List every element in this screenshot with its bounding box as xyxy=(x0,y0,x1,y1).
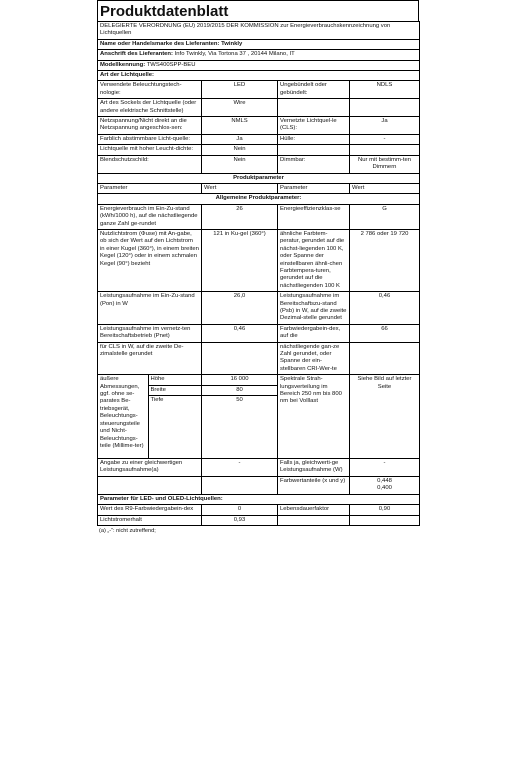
param-label: ähnliche Farbtem-peratur, gerundet auf die nächst-liegenden 100 K, oder Spanne der einstellbaren ähnli-chen Farbtempera-turen, gerundet auf die nächstliegenden 100 K xyxy=(278,229,350,291)
dimensions-values-cell xyxy=(202,375,278,459)
general-row xyxy=(98,324,420,342)
model-row xyxy=(98,60,420,70)
param-label: Leistungsaufnahme im Bereitschaftszu-stand (Psb) in W, auf die zweite Dezimal-stelle gerundet xyxy=(278,292,350,325)
datasheet-table xyxy=(97,21,420,526)
section-led-parameters: Parameter für LED- und OLED-Lichtquellen: xyxy=(98,494,420,504)
column-header: Parameter xyxy=(98,183,202,193)
param-label: Ungebündelt oder gebündelt: xyxy=(278,81,350,99)
dimension-name: Höhe xyxy=(148,375,201,385)
type-row xyxy=(98,145,420,155)
type-row xyxy=(98,81,420,99)
param-label: Angabe zu einer gleichwertigen Leistungsaufnahme(a) xyxy=(98,459,202,477)
column-header: Wert xyxy=(350,183,420,193)
type-row xyxy=(98,117,420,135)
page-title: Produktdatenblatt xyxy=(97,0,419,21)
led-row xyxy=(98,505,420,515)
param-value: 0,448 0,400 xyxy=(350,476,420,494)
param-value: 0,46 xyxy=(202,324,278,342)
param-value: 26 xyxy=(202,204,278,229)
param-label: Energieverbrauch im Ein-Zu-stand (kWh/1000 h), auf die nächstliegende ganze Zahl ge-rundet xyxy=(98,204,202,229)
param-value xyxy=(350,99,420,117)
supplier-address-label: Anschrift des Lieferanten: xyxy=(100,51,173,58)
param-value: NMLS xyxy=(202,117,278,135)
param-label: Lichtquelle mit hoher Leucht-dichte: xyxy=(98,145,202,155)
dimensions-row xyxy=(98,375,420,459)
general-row xyxy=(98,292,420,325)
param-label: Art des Sockels der Lichtquelle (oder andere elektrische Schnittstelle) xyxy=(98,99,202,117)
type-row xyxy=(98,155,420,173)
equivalent-power-row xyxy=(98,459,420,477)
column-header: Parameter xyxy=(278,183,350,193)
param-label: Energieeffizienzklas-se xyxy=(278,204,350,229)
param-label xyxy=(278,515,350,525)
param-value: NDLS xyxy=(350,81,420,99)
dimension-value: 50 xyxy=(236,397,243,404)
param-value xyxy=(350,342,420,375)
param-label: Nutzlichtstrom (Φuse) mit An-gabe, ob sich der Wert auf den Lichtstrom in einer Kugel (360°), in einem breiten Kegel (120°) oder in einem schmalen Kegel (90°) bezieht xyxy=(98,229,202,291)
param-label: Leistungsaufnahme im vernetz-ten Bereitschaftsbetrieb (Pnet) xyxy=(98,324,202,342)
param-value: LED xyxy=(202,81,278,99)
param-value xyxy=(202,342,278,375)
param-value: 0 xyxy=(202,505,278,515)
param-label: Falls ja, gleichwerti-ge Leistungsaufnahme (W) xyxy=(278,459,350,477)
supplier-name: Name oder Handelsmarke des Lieferanten: Twinkly xyxy=(98,39,420,49)
param-value: - xyxy=(202,459,278,477)
model-id: TWS400SPP-BEU xyxy=(146,61,196,68)
param-label: Dimmbar: xyxy=(278,155,350,173)
param-value: 2 786 oder 19 720 xyxy=(350,229,420,291)
section-product-parameters: Produktparameter xyxy=(98,173,420,183)
param-value: Wire xyxy=(202,99,278,117)
general-row xyxy=(98,204,420,229)
section-light-source-type: Art der Lichtquelle: xyxy=(98,71,420,81)
type-row xyxy=(98,134,420,144)
empty-cell xyxy=(202,476,278,494)
general-row xyxy=(98,342,420,375)
column-header-row xyxy=(98,183,420,193)
param-label: nächstliegende gan-ze Zahl gerundet, oder Spanne der ein-stellbaren CRI-Wer-te xyxy=(278,342,350,375)
dimensions-cell xyxy=(98,375,202,459)
regulation-text: DELEGIERTE VERORDNUNG (EU) 2019/2015 DER KOMMISSION zur Energieverbrauchskennzeichnung von Lichtquellen xyxy=(98,22,420,40)
param-label: Farblich abstimmbare Licht-quelle: xyxy=(98,134,202,144)
param-label: Lichtstromerhalt xyxy=(98,515,202,525)
param-value: 0,90 xyxy=(350,505,420,515)
column-header: Wert xyxy=(202,183,278,193)
param-value xyxy=(350,515,420,525)
param-value: 121 in Ku-gel (360°) xyxy=(202,229,278,291)
param-label: Spektrale Strah-lungsverteilung im Bereich 250 nm bis 800 nm bei Volllast xyxy=(278,375,350,459)
param-value xyxy=(350,145,420,155)
param-value: Nein xyxy=(202,155,278,173)
param-label xyxy=(278,145,350,155)
footnote: (a) „-“: nicht zutreffend; xyxy=(99,527,156,534)
empty-cell xyxy=(98,476,202,494)
param-label: Netzspannung/Nicht direkt an die Netzspannung angeschlos-sen: xyxy=(98,117,202,135)
dimensions-label: äußere Abmessungen, ggf. ohne se-parates Be-triebsgerät, Beleuchtungs-steuerungsteile und Nicht-Beleuchtungs-teile (Millime-ter) xyxy=(98,375,148,458)
dimension-value: 80 xyxy=(202,386,277,396)
led-row xyxy=(98,515,420,525)
param-value: 0,46 xyxy=(350,292,420,325)
param-value: - xyxy=(350,459,420,477)
param-label: Lebensdauerfaktor xyxy=(278,505,350,515)
param-value: Siehe Bild auf letzter Seite xyxy=(350,375,420,459)
dimension-name: Tiefe xyxy=(150,397,164,404)
dimension-value: 16 000 xyxy=(202,375,277,385)
param-label: Leistungsaufnahme im Ein-Zu-stand (Pon) in W xyxy=(98,292,202,325)
param-label: Farbwertanteile (x und y) xyxy=(278,476,350,494)
param-value: 0,93 xyxy=(202,515,278,525)
type-row xyxy=(98,99,420,117)
general-row xyxy=(98,229,420,291)
param-value: Ja xyxy=(350,117,420,135)
dimensions-subtable xyxy=(98,375,201,458)
param-value: G xyxy=(350,204,420,229)
param-label: Farbwiedergabein-dex, auf die xyxy=(278,324,350,342)
dimension-name: Breite xyxy=(148,385,201,395)
supplier-address: Info Twinkly, Via Tortona 37 , 20144 Milano, IT xyxy=(174,51,295,58)
datasheet xyxy=(97,0,419,536)
param-label: Wert des R9-Farbwiedergabein-dex xyxy=(98,505,202,515)
supplier-address-row xyxy=(98,50,420,60)
model-label: Modellkennung: xyxy=(100,61,146,68)
param-value: 26,0 xyxy=(202,292,278,325)
param-value: 66 xyxy=(350,324,420,342)
param-label: Verwendete Beleuchtungstech-nologie: xyxy=(98,81,202,99)
param-value: - xyxy=(350,134,420,144)
param-label: Vernetzte Lichtquel-le (CLS): xyxy=(278,117,350,135)
param-value: Nein xyxy=(202,145,278,155)
chromaticity-row xyxy=(98,476,420,494)
param-label: Hülle: xyxy=(278,134,350,144)
param-value: Nur mit bestimm-ten Dimmern xyxy=(350,155,420,173)
param-label: für CLS in W, auf die zweite De-zimalstelle gerundet xyxy=(98,342,202,375)
section-general-parameters: Allgemeine Produktparameter: xyxy=(98,194,420,204)
param-label xyxy=(278,99,350,117)
param-label: Blendschutzschild: xyxy=(98,155,202,173)
param-value: Ja xyxy=(202,134,278,144)
